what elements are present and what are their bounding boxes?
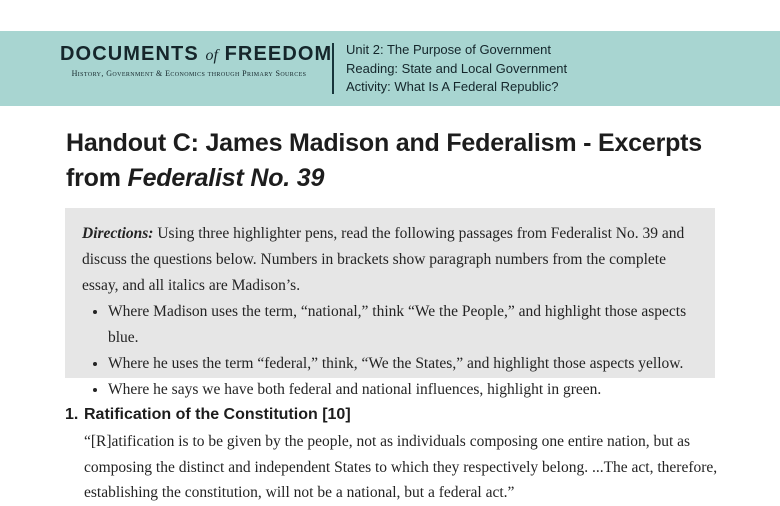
section-number: 1. <box>65 406 79 423</box>
logo-wordmark <box>60 43 333 66</box>
documents-of-freedom-logo <box>60 43 333 78</box>
directions-box <box>65 208 715 398</box>
page-title-line2-prefix: from <box>66 164 128 192</box>
header-band <box>0 31 780 106</box>
logo-word-of: of <box>205 47 218 64</box>
logo-word-documents: DOCUMENTS <box>60 43 199 65</box>
course-info <box>346 41 567 97</box>
page-title-line1: Handout C: James Madison and Federalism - Excerpts <box>66 129 702 157</box>
unit-line: Unit 2: The Purpose of Government <box>346 42 551 57</box>
section-quote: “[R]atification is to be given by the people, not as individuals composing one entire nation, but as composing the distinct and independent States to which they respectively belong. ...The act, therefore, establishing the constitution, will not be a national, but a federal act.” <box>84 433 718 501</box>
reading-line: Reading: State and Local Government <box>346 60 568 76</box>
logo-word-freedom: FREEDOM <box>224 43 333 65</box>
section-1 <box>65 404 720 506</box>
directions-bullet-both: • Where he says we have both federal and national influences, highlight in green. <box>108 377 697 403</box>
page-title-line2 <box>66 161 746 196</box>
section-heading-row <box>65 404 720 426</box>
page-title <box>66 126 746 196</box>
directions-paragraph <box>82 221 697 299</box>
activity-line: Activity: What Is A Federal Republic? <box>346 79 559 94</box>
section-heading: Ratification of the Constitution [10] <box>84 406 351 423</box>
directions-bullet-federal: • Where he uses the term “federal,” think, “We the States,” and highlight those aspects yellow. <box>108 351 697 377</box>
directions-bullet-national: • Where Madison uses the term, “national,” think “We the People,” and highlight those aspects blue. <box>108 299 697 351</box>
directions-bullets <box>82 299 697 403</box>
page-title-line2-italic: Federalist No. 39 <box>127 164 325 192</box>
header-divider <box>332 43 334 94</box>
directions-text: Using three highlighter pens, read the following passages from Federalist No. 39 and discuss the questions below. Numbers in brackets show paragraph numbers from the complete essay, and all italics are Madison’s. <box>82 225 685 294</box>
directions-label: Directions: <box>82 225 154 242</box>
logo-tagline: History, Government & Economics through Primary Sources <box>71 69 307 78</box>
